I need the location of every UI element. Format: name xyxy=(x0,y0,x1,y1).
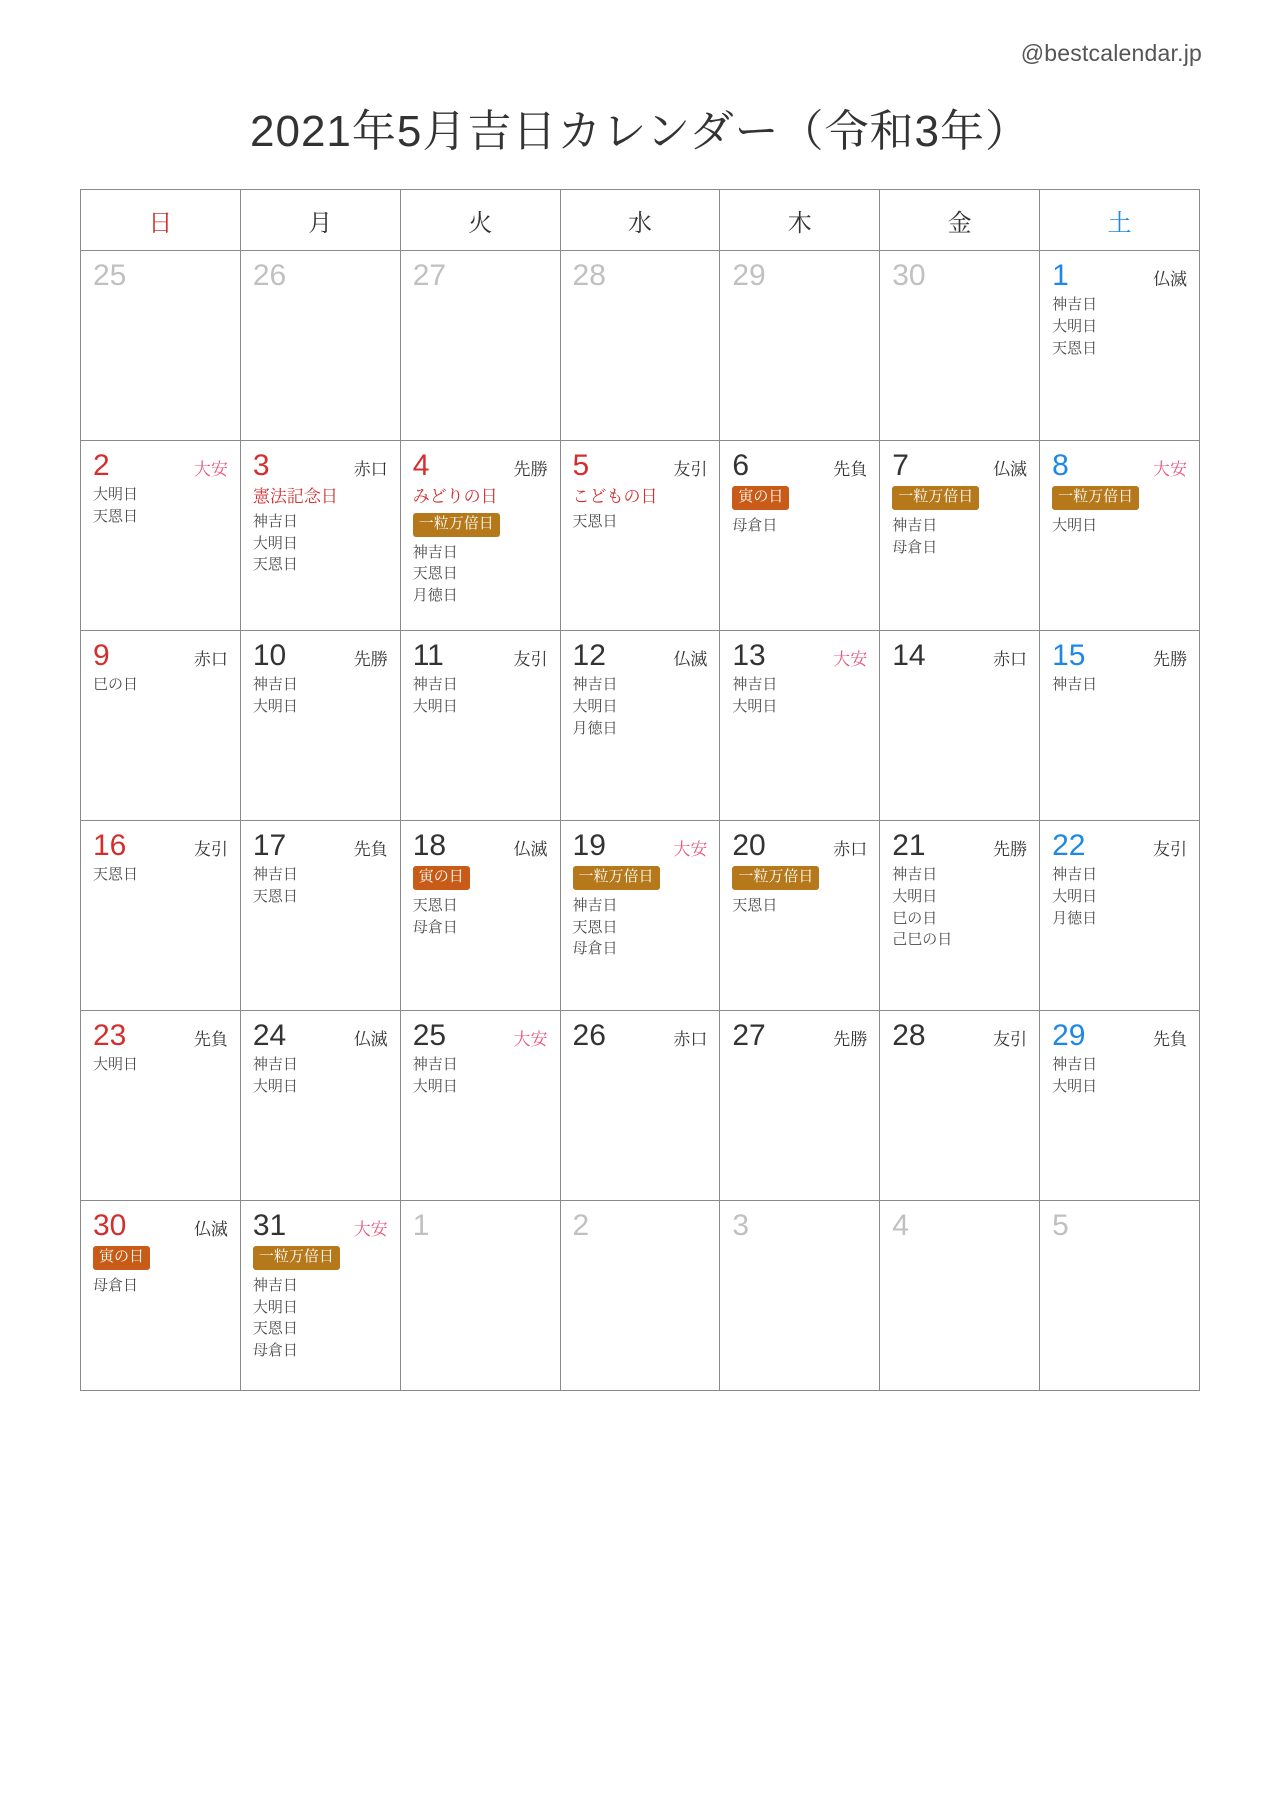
lucky-day-tags xyxy=(892,486,1029,513)
day-cell-content xyxy=(81,631,240,820)
day-number: 4 xyxy=(412,449,430,482)
day-note: 巳の日 xyxy=(93,676,139,693)
day-notes xyxy=(1052,294,1189,359)
day-note: 神吉日 xyxy=(412,676,458,693)
day-note: 大明日 xyxy=(252,697,298,715)
day-number: 8 xyxy=(1052,449,1069,482)
calendar-day-cell[interactable] xyxy=(400,821,560,1011)
day-note: 天恩日 xyxy=(252,556,298,574)
rokuyo-label: 先負 xyxy=(833,460,868,479)
day-number: 2 xyxy=(93,449,110,482)
calendar-week-row xyxy=(81,821,1200,1011)
lucky-day-tags xyxy=(253,1246,390,1273)
rokuyo-label: 大安 xyxy=(673,840,708,859)
lucky-day-tags xyxy=(1052,486,1189,513)
day-note: 神吉日 xyxy=(252,1056,298,1073)
day-note: 天恩日 xyxy=(572,512,618,530)
day-number: 30 xyxy=(892,259,926,292)
lucky-day-tags xyxy=(413,866,550,893)
day-note: 神吉日 xyxy=(412,543,458,561)
calendar-day-cell[interactable] xyxy=(81,631,241,821)
day-note: 己巳の日 xyxy=(892,931,953,949)
day-number: 9 xyxy=(93,639,110,672)
rokuyo-label: 大安 xyxy=(193,460,228,479)
weekday-header-mon: 月 xyxy=(240,190,400,251)
day-number: 31 xyxy=(252,1209,287,1242)
lucky-day-tags xyxy=(413,513,550,540)
day-note: 神吉日 xyxy=(252,676,298,693)
rokuyo-label: 友引 xyxy=(1153,840,1187,859)
day-number: 13 xyxy=(732,639,766,672)
day-cell-content xyxy=(1040,631,1199,820)
day-number: 1 xyxy=(412,1209,430,1242)
day-notes xyxy=(892,515,1029,559)
day-number: 5 xyxy=(572,449,590,482)
day-note: 大明日 xyxy=(412,697,458,715)
ichiryumanbaibi-tag: 一粒万倍日 xyxy=(892,486,979,510)
day-cell-content xyxy=(561,1201,720,1390)
day-note: 大明日 xyxy=(1052,516,1098,534)
day-notes xyxy=(253,864,390,908)
lucky-day-tags xyxy=(732,486,869,513)
rokuyo-label: 先勝 xyxy=(513,460,548,479)
day-number: 25 xyxy=(93,259,127,292)
day-cell-content xyxy=(1040,441,1199,630)
rokuyo-label: 仏滅 xyxy=(353,1030,388,1049)
site-watermark: @bestcalendar.jp xyxy=(1020,40,1202,66)
day-notes xyxy=(573,511,710,533)
day-number: 16 xyxy=(93,829,127,862)
rokuyo-label: 赤口 xyxy=(833,840,868,859)
day-notes xyxy=(413,542,550,607)
day-cell-content xyxy=(81,821,240,1010)
day-cell-content xyxy=(880,1011,1039,1200)
rokuyo-label: 仏滅 xyxy=(513,840,548,859)
calendar-day-cell[interactable] xyxy=(400,1201,560,1391)
rokuyo-label: 仏滅 xyxy=(1153,270,1187,289)
day-number: 1 xyxy=(1052,259,1069,292)
day-number: 17 xyxy=(252,829,287,862)
day-cell-content xyxy=(401,251,560,440)
day-note: 母倉日 xyxy=(412,918,458,936)
day-number: 26 xyxy=(252,259,287,292)
page-title: 2021年5月吉日カレンダー（令和3年） xyxy=(250,107,1030,156)
day-cell-content xyxy=(241,441,400,630)
calendar-day-cell[interactable] xyxy=(81,1201,241,1391)
day-note: 母倉日 xyxy=(252,1342,298,1359)
day-note: 大明日 xyxy=(93,1056,139,1073)
calendar-day-cell[interactable] xyxy=(720,821,880,1011)
day-cell-content xyxy=(561,821,720,1010)
rokuyo-label: 先勝 xyxy=(353,650,388,669)
rokuyo-label: 先負 xyxy=(193,1030,228,1049)
calendar-day-cell[interactable] xyxy=(1040,441,1200,631)
day-number: 29 xyxy=(1052,1019,1086,1052)
rokuyo-label: 仏滅 xyxy=(673,650,708,669)
tora-no-hi-tag: 寅の日 xyxy=(732,486,789,510)
day-note: 大明日 xyxy=(892,887,938,905)
day-cell-content xyxy=(561,251,720,440)
rokuyo-label: 仏滅 xyxy=(993,460,1028,479)
day-notes xyxy=(413,1054,550,1098)
day-notes xyxy=(93,674,230,696)
day-notes xyxy=(573,674,710,739)
day-cell-content xyxy=(241,251,400,440)
day-note: 神吉日 xyxy=(572,676,618,693)
rokuyo-label: 友引 xyxy=(513,650,548,669)
calendar-day-cell[interactable] xyxy=(1040,1011,1200,1201)
day-note: 大明日 xyxy=(1052,1077,1098,1095)
day-note: 天恩日 xyxy=(732,896,778,914)
day-notes xyxy=(93,864,230,886)
ichiryumanbaibi-tag: 一粒万倍日 xyxy=(573,866,660,890)
day-note: 大明日 xyxy=(732,697,778,715)
calendar-table xyxy=(80,189,1200,1391)
day-number: 2 xyxy=(572,1209,590,1242)
rokuyo-label: 先勝 xyxy=(1153,650,1187,669)
day-note: 天恩日 xyxy=(1052,339,1098,357)
rokuyo-label: 大安 xyxy=(1153,460,1187,479)
day-note: 大明日 xyxy=(412,1077,458,1095)
day-number: 5 xyxy=(1052,1209,1069,1242)
rokuyo-label: 赤口 xyxy=(993,650,1028,669)
holiday-name: みどりの日 xyxy=(412,487,498,506)
calendar-day-cell[interactable] xyxy=(1040,1201,1200,1391)
day-cell-content xyxy=(401,631,560,820)
lucky-day-tags xyxy=(93,1246,230,1273)
day-number: 11 xyxy=(412,639,444,672)
day-note: 神吉日 xyxy=(1052,1056,1098,1073)
day-notes xyxy=(1052,674,1189,696)
rokuyo-label: 先勝 xyxy=(833,1030,868,1049)
day-note: 大明日 xyxy=(572,697,618,715)
calendar-day-cell[interactable] xyxy=(81,441,241,631)
calendar-day-cell[interactable] xyxy=(880,251,1040,441)
lucky-day-tags xyxy=(573,866,710,893)
day-cell-content xyxy=(720,251,879,440)
calendar-header-row xyxy=(81,190,1200,251)
ichiryumanbaibi-tag: 一粒万倍日 xyxy=(253,1246,340,1270)
day-number: 10 xyxy=(252,639,287,672)
day-note: 神吉日 xyxy=(892,516,938,534)
day-note: 大明日 xyxy=(1052,317,1098,335)
day-number: 26 xyxy=(572,1019,606,1052)
rokuyo-label: 仏滅 xyxy=(193,1220,228,1239)
day-note: 大明日 xyxy=(93,486,139,503)
day-note: 神吉日 xyxy=(252,1276,298,1294)
rokuyo-label: 友引 xyxy=(193,840,228,859)
rokuyo-label: 大安 xyxy=(353,1220,388,1239)
calendar-week-row xyxy=(81,1201,1200,1391)
day-note: 神吉日 xyxy=(252,866,298,883)
day-cell-content xyxy=(720,821,879,1010)
day-notes xyxy=(253,1275,390,1362)
calendar-day-cell[interactable] xyxy=(720,1201,880,1391)
day-note: 神吉日 xyxy=(412,1056,458,1073)
day-notes xyxy=(732,674,869,718)
day-note: 神吉日 xyxy=(1052,866,1098,883)
holiday-name: 憲法記念日 xyxy=(252,487,338,506)
day-cell-content xyxy=(720,1201,879,1390)
day-number: 25 xyxy=(412,1019,447,1052)
day-number: 6 xyxy=(732,449,750,482)
day-cell-content xyxy=(880,251,1039,440)
day-note: 母倉日 xyxy=(572,940,618,958)
day-cell-content xyxy=(401,821,560,1010)
calendar-day-cell[interactable] xyxy=(560,1201,720,1391)
calendar-body xyxy=(81,251,1200,1391)
day-cell-content xyxy=(880,1201,1039,1390)
day-cell-content xyxy=(81,1011,240,1200)
day-cell-content xyxy=(880,821,1039,1010)
day-number: 14 xyxy=(892,639,926,672)
calendar-day-cell[interactable] xyxy=(1040,251,1200,441)
day-cell-content xyxy=(81,251,240,440)
day-note: 神吉日 xyxy=(572,896,618,914)
day-cell-content xyxy=(241,631,400,820)
day-cell-content xyxy=(241,1201,400,1390)
calendar-day-cell[interactable] xyxy=(400,441,560,631)
calendar-day-cell[interactable] xyxy=(81,251,241,441)
weekday-header-sat: 土 xyxy=(1040,190,1200,251)
calendar-day-cell[interactable] xyxy=(880,1011,1040,1201)
day-note: 天恩日 xyxy=(93,866,139,883)
day-number: 15 xyxy=(1052,639,1086,672)
calendar-day-cell[interactable] xyxy=(560,1011,720,1201)
ichiryumanbaibi-tag: 一粒万倍日 xyxy=(413,513,500,537)
calendar-day-cell[interactable] xyxy=(400,631,560,821)
day-notes xyxy=(93,1054,230,1076)
calendar-day-cell[interactable] xyxy=(880,631,1040,821)
day-notes xyxy=(253,1054,390,1098)
day-cell-content xyxy=(1040,1201,1199,1390)
calendar-week-row xyxy=(81,441,1200,631)
day-number: 24 xyxy=(252,1019,287,1052)
day-note: 月徳日 xyxy=(572,719,618,737)
rokuyo-label: 先負 xyxy=(353,840,388,859)
calendar-day-cell[interactable] xyxy=(240,821,400,1011)
day-cell-content xyxy=(720,631,879,820)
day-note: 神吉日 xyxy=(252,512,298,530)
day-note: 巳の日 xyxy=(892,909,938,927)
day-cell-content xyxy=(1040,821,1199,1010)
day-number: 21 xyxy=(892,829,926,862)
rokuyo-label: 大安 xyxy=(513,1030,548,1049)
ichiryumanbaibi-tag: 一粒万倍日 xyxy=(732,866,819,890)
day-number: 22 xyxy=(1052,829,1086,862)
day-note: 天恩日 xyxy=(412,896,458,914)
calendar-day-cell[interactable] xyxy=(240,1201,400,1391)
tora-no-hi-tag: 寅の日 xyxy=(93,1246,150,1270)
day-cell-content xyxy=(561,1011,720,1200)
day-notes xyxy=(892,864,1029,951)
day-cell-content xyxy=(241,821,400,1010)
rokuyo-label: 友引 xyxy=(673,460,708,479)
day-number: 3 xyxy=(252,449,270,482)
calendar-day-cell[interactable] xyxy=(240,251,400,441)
rokuyo-label: 先負 xyxy=(1153,1030,1187,1049)
day-number: 20 xyxy=(732,829,766,862)
calendar-day-cell[interactable] xyxy=(560,441,720,631)
calendar-day-cell[interactable] xyxy=(880,1201,1040,1391)
day-notes xyxy=(573,895,710,960)
day-note: 月徳日 xyxy=(412,587,458,605)
day-cell-content xyxy=(241,1011,400,1200)
tora-no-hi-tag: 寅の日 xyxy=(413,866,470,890)
day-note: 神吉日 xyxy=(732,676,778,693)
day-note: 大明日 xyxy=(252,1077,298,1095)
day-note: 天恩日 xyxy=(572,918,618,936)
weekday-header-wed: 水 xyxy=(560,190,720,251)
day-notes xyxy=(1052,1054,1189,1098)
calendar-day-cell[interactable] xyxy=(240,1011,400,1201)
rokuyo-label: 赤口 xyxy=(353,460,388,479)
rokuyo-label: 先勝 xyxy=(993,840,1028,859)
day-notes xyxy=(732,895,869,917)
day-notes xyxy=(253,674,390,718)
day-notes xyxy=(1052,515,1189,537)
day-notes xyxy=(93,484,230,528)
calendar-week-row xyxy=(81,631,1200,821)
day-number: 27 xyxy=(412,259,447,292)
day-note: 大明日 xyxy=(252,1298,298,1316)
calendar-day-cell[interactable] xyxy=(560,821,720,1011)
calendar-week-row xyxy=(81,1011,1200,1201)
calendar-day-cell[interactable] xyxy=(560,251,720,441)
day-number: 12 xyxy=(572,639,606,672)
day-note: 天恩日 xyxy=(93,507,139,525)
calendar-day-cell[interactable] xyxy=(880,441,1040,631)
day-cell-content xyxy=(81,441,240,630)
calendar-day-cell[interactable] xyxy=(400,1011,560,1201)
day-cell-content xyxy=(401,441,560,630)
day-number: 28 xyxy=(892,1019,926,1052)
weekday-header-fri: 金 xyxy=(880,190,1040,251)
ichiryumanbaibi-tag: 一粒万倍日 xyxy=(1052,486,1139,510)
day-note: 月徳日 xyxy=(1052,909,1098,927)
day-number: 4 xyxy=(892,1209,909,1242)
calendar-day-cell[interactable] xyxy=(400,251,560,441)
weekday-header-tue: 火 xyxy=(400,190,560,251)
day-cell-content xyxy=(1040,251,1199,440)
day-note: 母倉日 xyxy=(732,516,778,534)
day-note: 天恩日 xyxy=(252,887,298,905)
day-cell-content xyxy=(81,1201,240,1390)
day-notes xyxy=(413,674,550,718)
rokuyo-label: 友引 xyxy=(993,1030,1028,1049)
day-note: 大明日 xyxy=(1052,887,1098,905)
day-note: 母倉日 xyxy=(93,1276,139,1294)
day-note: 母倉日 xyxy=(892,538,938,556)
day-number: 29 xyxy=(732,259,766,292)
weekday-header-thu: 木 xyxy=(720,190,880,251)
day-notes xyxy=(253,511,390,576)
calendar-day-cell[interactable] xyxy=(720,631,880,821)
day-cell-content xyxy=(880,441,1039,630)
day-note: 大明日 xyxy=(252,534,298,552)
rokuyo-label: 赤口 xyxy=(193,650,228,669)
day-note: 神吉日 xyxy=(1052,676,1098,693)
day-number: 7 xyxy=(892,449,909,482)
day-cell-content xyxy=(561,631,720,820)
day-notes xyxy=(93,1275,230,1297)
weekday-header-sun: 日 xyxy=(81,190,241,251)
day-number: 3 xyxy=(732,1209,750,1242)
calendar-day-cell[interactable] xyxy=(720,441,880,631)
day-cell-content xyxy=(880,631,1039,820)
calendar-day-cell[interactable] xyxy=(81,1011,241,1201)
day-cell-content xyxy=(1040,1011,1199,1200)
day-number: 28 xyxy=(572,259,606,292)
day-note: 天恩日 xyxy=(252,1320,298,1338)
day-note: 天恩日 xyxy=(412,565,458,583)
day-number: 30 xyxy=(93,1209,127,1242)
day-number: 23 xyxy=(93,1019,127,1052)
calendar-day-cell[interactable] xyxy=(880,821,1040,1011)
day-cell-content xyxy=(401,1011,560,1200)
rokuyo-label: 赤口 xyxy=(673,1030,708,1049)
day-notes xyxy=(732,515,869,537)
day-number: 27 xyxy=(732,1019,766,1052)
lucky-day-tags xyxy=(732,866,869,893)
rokuyo-label: 大安 xyxy=(833,650,868,669)
day-notes xyxy=(1052,864,1189,929)
day-notes xyxy=(413,895,550,939)
day-cell-content xyxy=(720,441,879,630)
calendar-day-cell[interactable] xyxy=(1040,631,1200,821)
calendar-week-row xyxy=(81,251,1200,441)
day-cell-content xyxy=(561,441,720,630)
calendar-day-cell[interactable] xyxy=(720,1011,880,1201)
calendar-day-cell[interactable] xyxy=(1040,821,1200,1011)
day-note: 神吉日 xyxy=(892,866,938,883)
day-cell-content xyxy=(401,1201,560,1390)
day-number: 19 xyxy=(572,829,606,862)
calendar-day-cell[interactable] xyxy=(240,441,400,631)
calendar-day-cell[interactable] xyxy=(560,631,720,821)
holiday-name: こどもの日 xyxy=(572,487,658,506)
day-number: 18 xyxy=(412,829,447,862)
calendar-day-cell[interactable] xyxy=(240,631,400,821)
calendar-day-cell[interactable] xyxy=(81,821,241,1011)
day-note: 神吉日 xyxy=(1052,296,1098,313)
day-cell-content xyxy=(720,1011,879,1200)
calendar-day-cell[interactable] xyxy=(720,251,880,441)
